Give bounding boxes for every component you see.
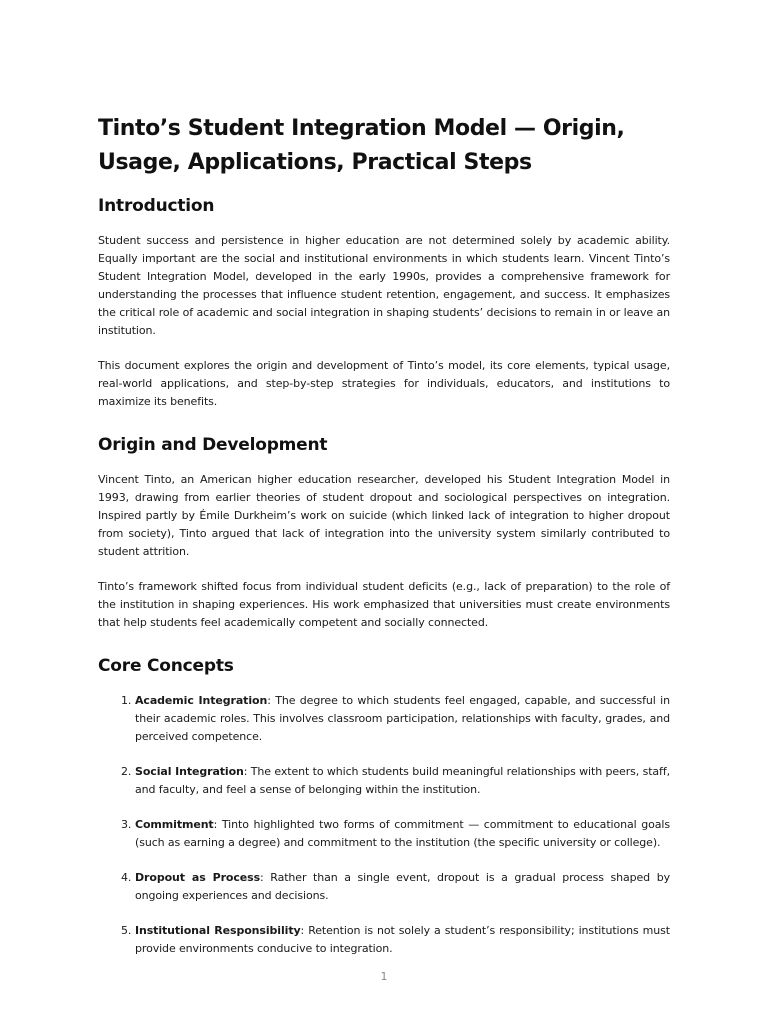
list-item-term: Institutional Responsibility <box>135 924 301 937</box>
core-concepts-list <box>98 692 670 958</box>
list-item-term: Social Integration <box>135 765 244 778</box>
section-heading-origin: Origin and Development <box>98 435 328 455</box>
list-item-term: Academic Integration <box>135 694 268 707</box>
list-item-number: 3. <box>121 818 132 831</box>
list-item-text: : The degree to which students feel engaged, capable, and successful in their academic roles. This involves classroom participation, relationships with faculty, grades, and perceived competence. <box>135 694 670 743</box>
section-introduction <box>98 194 670 411</box>
list-item-number: 4. <box>121 871 132 884</box>
list-item <box>98 816 670 852</box>
intro-paragraph-2: This document explores the origin and development of Tinto’s model, its core elements, typical usage, real-world applications, and step-by-step strategies for individuals, educators, and institutions to maximize its benefits. <box>98 359 670 408</box>
list-item-term: Commitment <box>135 818 214 831</box>
list-item <box>98 869 670 905</box>
section-heading-core-concepts: Core Concepts <box>98 656 234 676</box>
origin-paragraph-1: Vincent Tinto, an American higher education researcher, developed his Student Integration Model in 1993, drawing from earlier theories of student dropout and sociological perspectives on integration. Inspired partly by Émile Durkheim’s work on suicide (which linked lack of integration to higher dropout from society), Tinto argued that lack of integration into the university system similarly contributed to student attrition. <box>98 473 670 558</box>
list-item-term: Dropout as Process <box>135 871 261 884</box>
document-title: Tinto’s Student Integration Model — Origin, Usage, Applications, Practical Steps <box>98 116 625 175</box>
document-page <box>98 112 670 975</box>
list-item <box>98 922 670 958</box>
intro-paragraph-1: Student success and persistence in higher education are not determined solely by academic ability. Equally important are the social and institutional environments in which students learn. Vincent Tinto’s Student Integration Model, developed in the early 1990s, provides a comprehensive framework for understanding the processes that influence student retention, engagement, and success. It emphasizes the critical role of academic and social integration in shaping students’ decisions to remain in or leave an institution. <box>98 234 670 337</box>
list-item-text: : Rather than a single event, dropout is a gradual process shaped by ongoing experiences and decisions. <box>135 871 670 902</box>
list-item-text: : Tinto highlighted two forms of commitment — commitment to educational goals (such as earning a degree) and commitment to the institution (the specific university or college). <box>135 818 670 849</box>
list-item-number: 1. <box>121 694 132 707</box>
section-core-concepts <box>98 654 670 958</box>
section-heading-introduction: Introduction <box>98 196 215 216</box>
list-item-text: : The extent to which students build meaningful relationships with peers, staff, and faculty, and feel a sense of belonging within the institution. <box>135 765 671 796</box>
list-item <box>98 692 670 746</box>
list-item-number: 2. <box>121 765 132 778</box>
list-item <box>98 763 670 799</box>
list-item-number: 5. <box>121 924 132 937</box>
page-number: 1 <box>380 970 388 983</box>
list-item-text: : Retention is not solely a student’s responsibility; institutions must provide environments conducive to integration. <box>135 924 670 955</box>
origin-paragraph-2: Tinto’s framework shifted focus from individual student deficits (e.g., lack of preparation) to the role of the institution in shaping experiences. His work emphasized that universities must create environments that help students feel academically competent and socially connected. <box>98 580 670 629</box>
section-origin <box>98 433 670 632</box>
